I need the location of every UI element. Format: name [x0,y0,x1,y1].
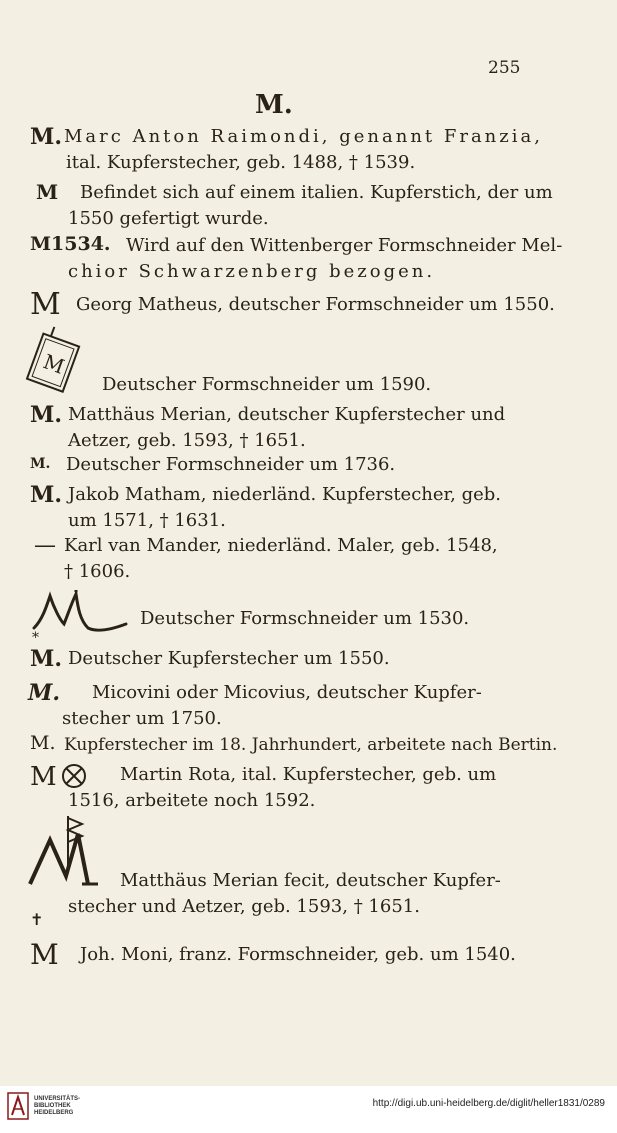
entry-text [64,732,557,758]
entry-line: Deutscher Formschneider um 1736. [66,454,396,475]
entry-line: Aetzer, geb. 1593, † 1651. [68,430,306,451]
svg-text:M: M [40,349,68,379]
library-name [34,1096,80,1117]
entry-line: Kupferstecher im 18. Jahrhundert, arbeitete nach Bertin. [64,735,558,755]
library-name-line: BIBLIOTHEK [34,1103,71,1109]
entry-text [68,868,501,920]
entry-text [62,680,482,732]
script-monogram-icon [30,590,130,634]
library-logo-icon [6,1091,30,1121]
entry-line: Deutscher Formschneider um 1530. [140,608,470,629]
footer-bar [0,1086,617,1133]
entry-line: um 1571, † 1631. [68,510,226,531]
flag-monogram-icon [26,812,106,888]
entry-line: Marc Anton Raimondi, genannt Franzia, [64,126,543,147]
monogram-mark: M [30,938,59,971]
entry-line: Matthäus Merian, deutscher Kupferstecher und [68,404,506,425]
entry-text [64,533,498,585]
entry-line: Befindet sich auf einem italien. Kupferstich, der um [80,182,553,203]
monogram-mark: M. [28,680,61,706]
page-number: 255 [488,58,521,78]
star-icon: * [32,630,39,646]
entry-line: Jakob Matham, niederländ. Kupferstecher, geb. [68,484,502,505]
entry-line: Karl van Mander, niederländ. Maler, geb. 1548, [64,535,498,556]
entry-line: Deutscher Formschneider um 1590. [102,374,432,395]
entry-line: Micovini oder Micovius, deutscher Kupfer- [92,682,482,703]
entry-line: † 1606. [64,561,131,582]
entry-text [66,452,395,478]
monogram-mark: — [34,533,56,558]
entry-line: Matthäus Merian fecit, deutscher Kupfer- [120,870,501,891]
library-name-line: HEIDELBERG [34,1110,74,1116]
monogram-mark: M [30,762,57,792]
source-url[interactable]: http://digi.ub.uni-heidelberg.de/diglit/heller1831/0289 [372,1098,605,1109]
entry-line: stecher um 1750. [62,708,222,729]
monogram-mark: M. [30,402,63,428]
entry-line: 1550 gefertigt wurde. [68,208,269,229]
entry-line: Joh. Moni, franz. Formschneider, geb. um 1540. [80,944,516,965]
entry-text [80,942,516,968]
monogram-mark: M [36,180,59,204]
framed-monogram-icon [18,325,90,395]
monogram-mark: M1534. [30,233,111,255]
monogram-mark: M. [30,732,56,754]
entry-text [140,606,469,632]
monogram-mark: M. [30,482,63,508]
monogram-mark: M. [30,124,63,150]
entry-text [76,292,555,318]
entry-line: stecher und Aetzer, geb. 1593, † 1651. [68,896,420,917]
entry-line: Georg Matheus, deutscher Formschneider um 1550. [76,294,555,315]
entry-text [68,482,501,534]
entry-text [68,762,497,814]
entry-text [102,372,431,398]
section-letter: M. [255,90,293,120]
entry-line: chior Schwarzenberg bezogen. [68,261,436,282]
entry-line: ital. Kupferstecher, geb. 1488, † 1539. [66,152,416,173]
entry-text [68,180,553,232]
monogram-mark: M. [30,456,51,472]
entry-line: Deutscher Kupferstecher um 1550. [68,648,390,669]
entry-text [68,402,505,454]
library-name-line: UNIVERSITÄTS- [34,1096,81,1102]
entry-text [64,124,543,176]
cross-icon: ✝ [30,910,44,929]
entry-line: 1516, arbeitete noch 1592. [68,790,316,811]
entry-line: Wird auf den Wittenberger Formschneider Mel- [126,235,563,256]
monogram-mark: M. [30,646,63,672]
entry-line: Martin Rota, ital. Kupferstecher, geb. um [120,764,497,785]
entry-text [68,646,390,672]
monogram-mark: M [30,287,61,322]
